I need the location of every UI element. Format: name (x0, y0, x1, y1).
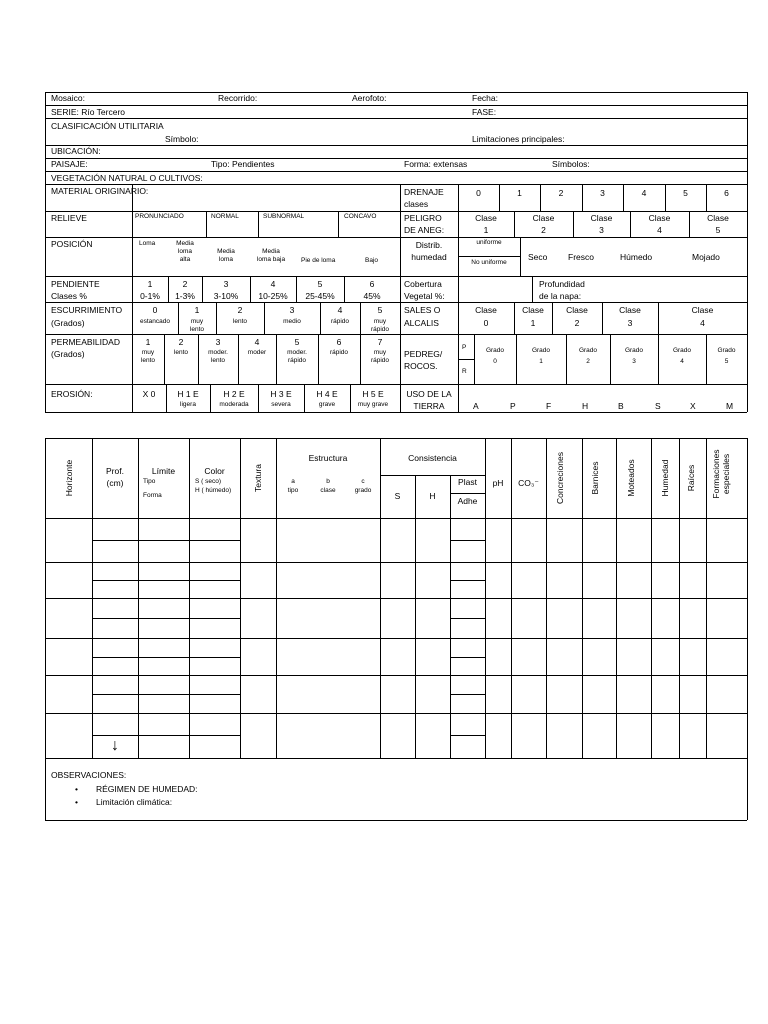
escurrimiento-num: 2 (237, 305, 243, 315)
pedreg-grado-word: Grado (485, 347, 505, 354)
escurrimiento-num: 1 (194, 305, 200, 315)
consistencia-adhe: Adhe (457, 496, 478, 506)
humedad-option: Fresco (568, 252, 594, 262)
material-label: MATERIAL ORIGINARIO: (51, 186, 149, 196)
permeabilidad-desc: moder. (208, 349, 228, 356)
escurrimiento-desc: lento (232, 318, 248, 325)
peligro-clase-word: Clase (475, 213, 497, 223)
forma-label: Forma: extensas (404, 159, 468, 169)
uniforme-label: uniforme (476, 239, 502, 246)
pendiente-clase: 5 (317, 279, 323, 289)
escurrimiento-desc: lento (189, 326, 205, 333)
pendiente-rango: 1-3% (175, 291, 195, 301)
posicion-label: POSICIÓN (51, 239, 93, 249)
distrib-humedad-label: humedad (411, 252, 447, 262)
limite-forma: Forma (143, 492, 162, 499)
pedreg-grado: 4 (680, 358, 684, 365)
pedreg-r-label: R (462, 368, 467, 375)
permeabilidad-desc: muy (373, 349, 387, 356)
pendiente-rango: 25-45% (305, 291, 335, 301)
profundidad-label: Profundidad (539, 279, 585, 289)
pendiente-clase: 4 (270, 279, 276, 289)
ph-header: pH (492, 478, 504, 488)
uso-label: USO DE LA (406, 389, 452, 399)
bullet-icon: • (75, 797, 78, 807)
estructura-c: c (361, 478, 365, 485)
posicion-media-alta: Media (176, 240, 194, 247)
mosaico-label: Mosaico: (51, 93, 86, 103)
permeabilidad-desc: lento (173, 349, 189, 356)
co3-header: CO₃⁻ (518, 478, 539, 488)
peligro-clase: 1 (483, 225, 489, 235)
sales-clase: 3 (627, 318, 633, 328)
escurrimiento-desc: medio (283, 318, 301, 325)
posicion-bajo: Bajo (365, 257, 379, 264)
fecha-label: Fecha: (472, 93, 498, 103)
pedreg-grado-word: Grado (578, 347, 598, 354)
formaciones-header: Formaciones (711, 449, 721, 499)
posicion-pie: Pie de loma (301, 257, 336, 264)
erosion-label: EROSIÓN: (51, 389, 93, 399)
erosion-grado: H 4 E (316, 389, 338, 399)
permeabilidad-num: 6 (336, 337, 342, 347)
estructura-b-clase: clase (320, 487, 336, 494)
peligro-label: PELIGRO (404, 213, 442, 223)
paisaje-label: PAISAJE: (51, 159, 88, 169)
escurrimiento-grados-label: (Grados) (51, 318, 85, 328)
permeabilidad-desc: moder. (287, 349, 307, 356)
permeabilidad-num: 5 (294, 337, 300, 347)
erosion-grado: H 1 E (177, 389, 199, 399)
permeabilidad-desc: moder (247, 349, 267, 356)
pendiente-clase: 3 (223, 279, 229, 289)
serie-label: SERIE: Río Tercero (51, 107, 126, 117)
permeabilidad-desc: lento (210, 357, 226, 364)
sales-clase-word: Clase (619, 305, 641, 315)
consistencia-plast: Plast (458, 477, 477, 487)
escurrimiento-num: 0 (152, 305, 158, 315)
barnices-header: Barnices (590, 461, 600, 495)
relieve-option: NORMAL (211, 213, 239, 220)
consistencia-h: H (429, 491, 436, 501)
permeabilidad-num: 2 (178, 337, 184, 347)
moteados-header: Moteados (626, 459, 636, 497)
pendiente-clase: 6 (369, 279, 375, 289)
relieve-option: CONCAVO (344, 213, 377, 220)
erosion-grado: X 0 (142, 389, 156, 399)
permeabilidad-label: PERMEABILIDAD (51, 337, 120, 347)
pendiente-rango: 3-10% (213, 291, 239, 301)
fase-label: FASE: (472, 107, 497, 117)
drenaje-clase: 1 (517, 188, 522, 198)
humedad-header: Humedad (660, 459, 670, 497)
posicion-media-loma: loma (218, 256, 234, 263)
uso-tierra-label: TIERRA (413, 401, 445, 411)
peligro-clase-word: Clase (590, 213, 613, 223)
sales-clase: 1 (530, 318, 536, 328)
pendiente-rango: 45% (363, 291, 381, 301)
uso-letter: F (546, 401, 552, 411)
peligro-clase-word: Clase (532, 213, 555, 223)
escurrimiento-desc: muy (190, 318, 204, 325)
uso-letter: B (618, 401, 624, 411)
posicion-media-baja: loma baja (256, 256, 286, 263)
peligro-clase: 2 (541, 225, 546, 235)
pedreg-grado-word: Grado (624, 347, 644, 354)
sales-label: SALES O (404, 305, 441, 315)
limitaciones-label: Limitaciones principales: (472, 134, 565, 144)
rocos-label: ROCOS. (404, 361, 438, 371)
profundidad-napa-label: de la napa: (539, 291, 582, 301)
drenaje-clase: 4 (641, 188, 647, 198)
drenaje-clase: 0 (476, 188, 481, 198)
permeabilidad-num: 3 (215, 337, 221, 347)
no-uniforme-label: No uniforme (471, 259, 507, 266)
uso-letter: H (582, 401, 589, 411)
escurrimiento-num: 3 (289, 305, 295, 315)
peligro-clase-word: Clase (648, 213, 671, 223)
uso-letter: X (690, 401, 696, 411)
clasificacion-label: CLASIFICACIÓN UTILITARIA (51, 121, 164, 131)
sales-clase: 2 (574, 318, 580, 328)
humedad-option: Húmedo (620, 252, 653, 262)
humedad-option: Mojado (692, 252, 720, 262)
posicion-media-baja: Media (262, 248, 280, 255)
permeabilidad-num: 4 (254, 337, 260, 347)
permeabilidad-desc: muy (141, 349, 155, 356)
sales-clase: 0 (483, 318, 489, 328)
posicion-loma: Loma (139, 240, 156, 247)
especiales-header: especiales (721, 453, 731, 495)
escurrimiento-desc: rápido (330, 318, 350, 325)
peligro-aneg-label: DE ANEG: (404, 225, 445, 235)
simbolos-label: Símbolos: (552, 159, 590, 169)
recorrido-label: Recorrido: (218, 93, 258, 103)
limite-header: Límite (151, 466, 176, 476)
drenaje-clase: 2 (558, 188, 564, 198)
ubicacion-label: UBICACIÓN: (51, 146, 101, 156)
limitacion-climatica-label: Limitación climática: (96, 797, 173, 807)
peligro-clase-word: Clase (707, 213, 729, 223)
textura-header: Textura (253, 464, 263, 492)
color-header: Color (204, 466, 225, 476)
vegetacion-label: VEGETACIÓN NATURAL O CULTIVOS: (51, 173, 203, 183)
prof-header: Prof. (106, 466, 124, 476)
estructura-a: a (291, 478, 295, 485)
escurrimiento-num: 5 (377, 305, 383, 315)
permeabilidad-num: 1 (145, 337, 151, 347)
pedreg-label: PEDREG/ (404, 349, 443, 359)
bullet-icon: • (75, 784, 78, 794)
erosion-desc: severa (271, 401, 291, 408)
uso-letter: S (655, 401, 661, 411)
simbolo-label: Símbolo: (165, 134, 199, 144)
regimen-humedad-label: RÉGIMEN DE HUMEDAD: (96, 784, 198, 794)
consistencia-header: Consistencia (408, 453, 457, 463)
erosion-desc: moderada (219, 401, 249, 408)
sales-clase-word: Clase (566, 305, 588, 315)
pendiente-label: PENDIENTE (51, 279, 100, 289)
pedreg-grado: 3 (632, 358, 636, 365)
pendiente-clase: 2 (182, 279, 188, 289)
drenaje-clase: 5 (683, 188, 688, 198)
pendiente-clases-label: Clases % (51, 291, 87, 301)
relieve-label: RELIEVE (51, 213, 87, 223)
horizonte-header: Horizonte (64, 459, 74, 497)
erosion-grado: H 3 E (270, 389, 292, 399)
sales-clase: 4 (700, 318, 705, 328)
tipo-pendientes-label: Tipo: Pendientes (211, 159, 275, 169)
pedreg-grado-word: Grado (672, 347, 692, 354)
estructura-a-tipo: tipo (287, 487, 299, 494)
escurrimiento-num: 4 (337, 305, 343, 315)
pedreg-p-label: P (462, 344, 467, 351)
concreciones-header: Concreciones (555, 452, 565, 504)
peligro-clase: 3 (599, 225, 604, 235)
estructura-b: b (326, 478, 330, 485)
escurrimiento-label: ESCURRIMIENTO (51, 305, 123, 315)
pendiente-rango: 10-25% (258, 291, 288, 301)
permeabilidad-grados-label: (Grados) (51, 349, 85, 359)
permeabilidad-desc: rápido (370, 357, 390, 364)
pedreg-grado: 0 (493, 358, 497, 365)
estructura-header: Estructura (308, 453, 348, 463)
permeabilidad-num: 7 (377, 337, 383, 347)
cobertura-vegetal-label: Vegetal %: (404, 291, 445, 301)
estructura-c-grado: grado (354, 487, 372, 494)
erosion-grado: H 2 E (223, 389, 245, 399)
color-humedo: H ( húmedo) (195, 487, 232, 494)
peligro-clase: 5 (715, 225, 721, 235)
escurrimiento-desc: rápido (370, 326, 390, 333)
peligro-clase: 4 (657, 225, 662, 235)
color-seco: S ( seco) (195, 478, 222, 485)
arrow-down-icon: ↓ (111, 737, 119, 754)
permeabilidad-desc: rápido (287, 357, 307, 364)
pendiente-rango: 0-1% (140, 291, 160, 301)
posicion-media-alta: alta (179, 256, 191, 263)
pedreg-grado: 5 (724, 358, 729, 365)
aerofoto-label: Aerofoto: (352, 93, 387, 103)
cobertura-label: Cobertura (404, 279, 442, 289)
observaciones-label: OBSERVACIONES: (51, 770, 127, 780)
raices-header: Raíces (686, 464, 696, 492)
erosion-grado: H 5 E (362, 389, 384, 399)
uso-letter: P (510, 401, 516, 411)
drenaje-label: DRENAJE (404, 187, 444, 197)
prof-cm-header: (cm) (106, 478, 124, 488)
pedreg-grado: 2 (586, 358, 590, 365)
distrib-label: Distrib. (415, 240, 443, 250)
erosion-desc: ligera (180, 401, 196, 408)
drenaje-clase: 6 (724, 188, 729, 198)
permeabilidad-desc: rápido (329, 349, 349, 356)
relieve-option: SUBNORMAL (263, 213, 305, 220)
alcalis-label: ALCALIS (404, 318, 439, 328)
drenaje-clases-label: clases (404, 199, 429, 209)
escurrimiento-desc: estancado (140, 318, 170, 325)
erosion-desc: muy grave (357, 401, 389, 408)
consistencia-s: S (394, 491, 401, 501)
uso-letter: A (473, 401, 479, 411)
relieve-option: PRONUNCIADO (135, 213, 184, 220)
drenaje-clase: 3 (600, 188, 605, 198)
uso-letter: M (726, 401, 734, 411)
erosion-desc: grave (318, 401, 336, 408)
limite-tipo: Tipo (143, 478, 156, 485)
sales-clase-word: Clase (522, 305, 544, 315)
pedreg-grado-word: Grado (531, 347, 551, 354)
sales-clase-word: Clase (475, 305, 497, 315)
pendiente-clase: 1 (147, 279, 153, 289)
sales-clase-word: Clase (691, 305, 714, 315)
pedreg-grado: 1 (539, 358, 543, 365)
posicion-media-loma: Media (217, 248, 235, 255)
permeabilidad-desc: lento (140, 357, 156, 364)
escurrimiento-desc: muy (373, 318, 387, 325)
pedreg-grado-word: Grado (717, 347, 736, 354)
posicion-media-alta: loma (177, 248, 193, 255)
humedad-option: Seco (528, 252, 548, 262)
